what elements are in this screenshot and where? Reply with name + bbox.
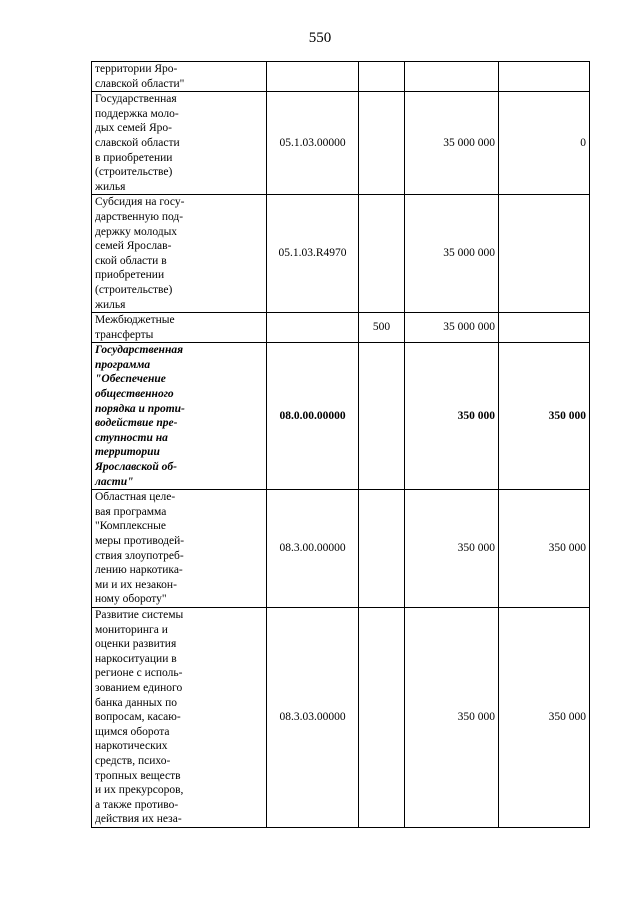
amount-year1-cell: 35 000 000 (405, 92, 499, 195)
table-row (92, 92, 590, 195)
amount-year1-cell: 35 000 000 (405, 195, 499, 313)
program-name-line: и их прекурсоров, (95, 784, 184, 797)
target-code-cell (267, 313, 359, 343)
amount-year2-cell: 0 (499, 92, 590, 195)
expense-type-cell (359, 343, 405, 490)
program-name-cell (92, 62, 267, 92)
program-name-line: (строительстве) (95, 283, 173, 296)
expense-type-cell (359, 92, 405, 195)
program-name-line: Ярославской об- (95, 461, 177, 474)
program-name-line: дарственную под- (95, 210, 184, 223)
program-name-line: мониторинга и (95, 623, 168, 636)
expense-type-cell (359, 62, 405, 92)
table-row (92, 195, 590, 313)
program-name-line: поддержка моло- (95, 107, 179, 120)
table-row (92, 607, 590, 827)
expense-type-cell (359, 607, 405, 827)
program-name-line: регионе с исполь- (95, 667, 183, 680)
program-name-cell (92, 343, 267, 490)
program-name-cell (92, 490, 267, 608)
amount-year2-cell: 350 000 (499, 607, 590, 827)
program-name-line: общественного (95, 388, 174, 401)
amount-year1-cell (405, 62, 499, 92)
program-name-line: меры противодей- (95, 535, 185, 547)
table-row (92, 62, 590, 92)
program-name-line: жилья (95, 180, 126, 193)
program-name-line: оценки развития (95, 638, 177, 651)
expense-type-cell (359, 490, 405, 608)
program-name-line: славской области" (95, 77, 185, 90)
program-name-line: средств, психо- (95, 754, 171, 767)
program-name-line: лению наркотика- (95, 564, 183, 577)
amount-year1-cell: 35 000 000 (405, 313, 499, 343)
program-name-line: "Обеспечение (95, 373, 166, 386)
program-name-line: Развитие системы (95, 608, 184, 621)
program-name-line: семей Ярослав- (95, 240, 172, 253)
program-name-line: "Комплексные (95, 520, 166, 533)
program-name-line: Государственная (95, 344, 183, 357)
target-code-cell: 05.1.03.R4970 (267, 195, 359, 313)
program-name-line: а также противо- (95, 798, 179, 811)
program-name-line: ми и их незакон- (95, 578, 177, 591)
page-number: 550 (308, 30, 332, 46)
program-name-line: (строительстве) (95, 166, 173, 179)
program-name-line: ласти" (95, 475, 134, 488)
program-name-line: Межбюджетные (95, 314, 175, 327)
program-name-line: Областная целе- (95, 491, 176, 504)
program-name-line: наркоситуации в (95, 652, 177, 665)
amount-year1-cell: 350 000 (405, 343, 499, 490)
program-name-line: приобретении (95, 269, 165, 282)
program-name-line: территории (95, 446, 160, 459)
program-name-cell (92, 607, 267, 827)
program-name-line: ствия злоупотреб- (95, 549, 184, 562)
table-row (92, 343, 590, 490)
amount-year2-cell: 350 000 (499, 343, 590, 490)
program-name-cell (92, 313, 267, 343)
program-name-line: жилья (95, 298, 126, 311)
program-name-line: Субсидия на госу- (95, 196, 185, 209)
program-name-line: в приобретении (95, 151, 173, 164)
target-code-cell: 08.3.00.00000 (267, 490, 359, 608)
target-code-cell (267, 62, 359, 92)
program-name-line: вопросам, касаю- (95, 711, 181, 724)
program-name-line: трансферты (95, 328, 154, 341)
program-name-line: Государственная (95, 93, 177, 106)
program-name-line: территории Яро- (95, 63, 178, 75)
program-name-line: ному обороту" (95, 593, 167, 606)
budget-table-body (92, 62, 590, 828)
program-name-line: водействие пре- (95, 417, 178, 430)
expense-type-cell (359, 195, 405, 313)
program-name-line: ступности на (95, 431, 168, 444)
amount-year2-cell (499, 62, 590, 92)
target-code-cell: 05.1.03.00000 (267, 92, 359, 195)
amount-year1-cell: 350 000 (405, 490, 499, 608)
program-name-line: зованием единого (95, 681, 183, 694)
budget-table (91, 61, 590, 828)
target-code-cell: 08.3.03.00000 (267, 607, 359, 827)
target-code-cell: 08.0.00.00000 (267, 343, 359, 490)
amount-year2-cell (499, 195, 590, 313)
table-row (92, 313, 590, 343)
program-name-line: программа (95, 358, 151, 371)
program-name-line: щимся оборота (95, 725, 170, 738)
expense-type-cell: 500 (359, 313, 405, 343)
program-name-line: банка данных по (95, 696, 178, 709)
program-name-line: тропных веществ (95, 769, 181, 782)
table-row (92, 490, 590, 608)
program-name-cell (92, 92, 267, 195)
program-name-line: держку молодых (95, 225, 178, 238)
program-name-line: ской области в (95, 254, 167, 267)
amount-year2-cell (499, 313, 590, 343)
program-name-line: наркотических (95, 740, 168, 753)
program-name-line: порядка и проти- (95, 402, 185, 415)
program-name-line: славской области (95, 136, 180, 149)
program-name-cell (92, 195, 267, 313)
amount-year1-cell: 350 000 (405, 607, 499, 827)
program-name-line: вая программа (95, 505, 167, 518)
amount-year2-cell: 350 000 (499, 490, 590, 608)
program-name-line: дых семей Яро- (95, 122, 172, 135)
program-name-line: действия их неза- (95, 813, 182, 826)
